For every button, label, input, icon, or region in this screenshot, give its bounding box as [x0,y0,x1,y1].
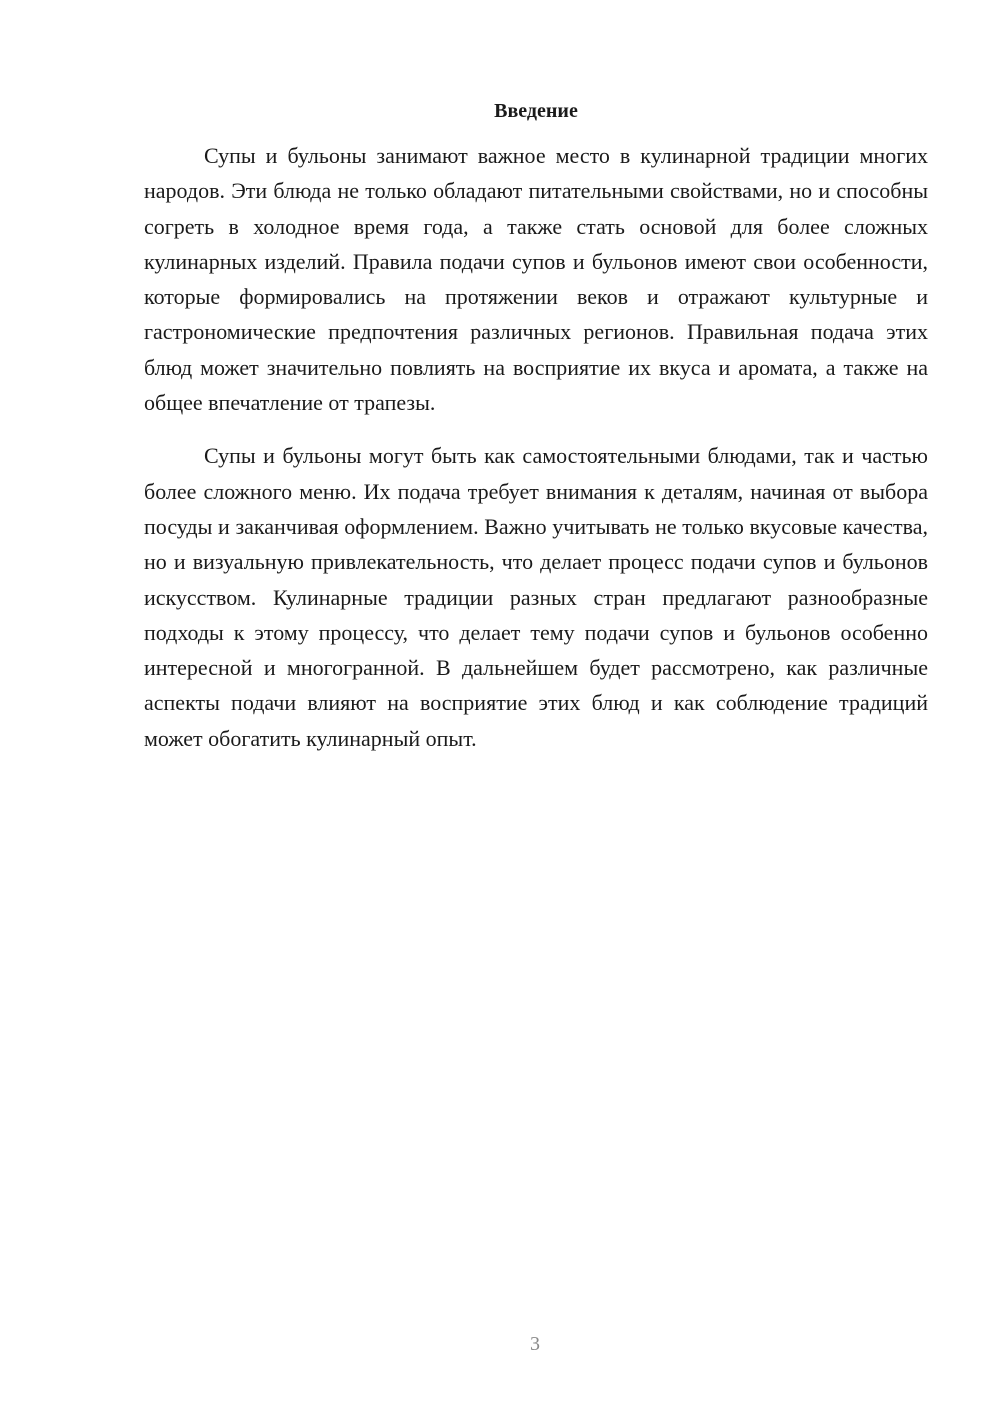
page-number: 3 [530,1333,540,1355]
paragraph-2: Супы и бульоны могут быть как самостоятельными блюдами, так и частью более сложного меню. Их подача требует внимания к деталям, начиная от выбора посуды и заканчивая оформлением. Важно учитывать не только вкусовые качества, но и визуальную привлекательность, что делает процесс подачи супов и бульонов искусством. Кулинарные традиции разных стран предлагают разнообразные подходы к этому процессу, что делает тему подачи супов и бульонов особенно интересной и многогранной. В дальнейшем будет рассмотрено, как различные аспекты подачи влияют на восприятие этих блюд и как соблюдение традиций может обогатить кулинарный опыт. [144,443,928,751]
section-heading: Введение [494,100,578,122]
paragraph-1: Супы и бульоны занимают важное место в кулинарной традиции многих народов. Эти блюда не только обладают питательными свойствами, но и способны согреть в холодное время года, а также стать основой для более сложных кулинарных изделий. Правила подачи супов и бульонов имеют свои особенности, которые формировались на протяжении веков и отражают культурные и гастрономические предпочтения различных регионов. Правильная подача этих блюд может значительно повлиять на восприятие их вкуса и аромата, а также на общее впечатление от трапезы. [144,143,928,416]
page-content [144,96,928,774]
